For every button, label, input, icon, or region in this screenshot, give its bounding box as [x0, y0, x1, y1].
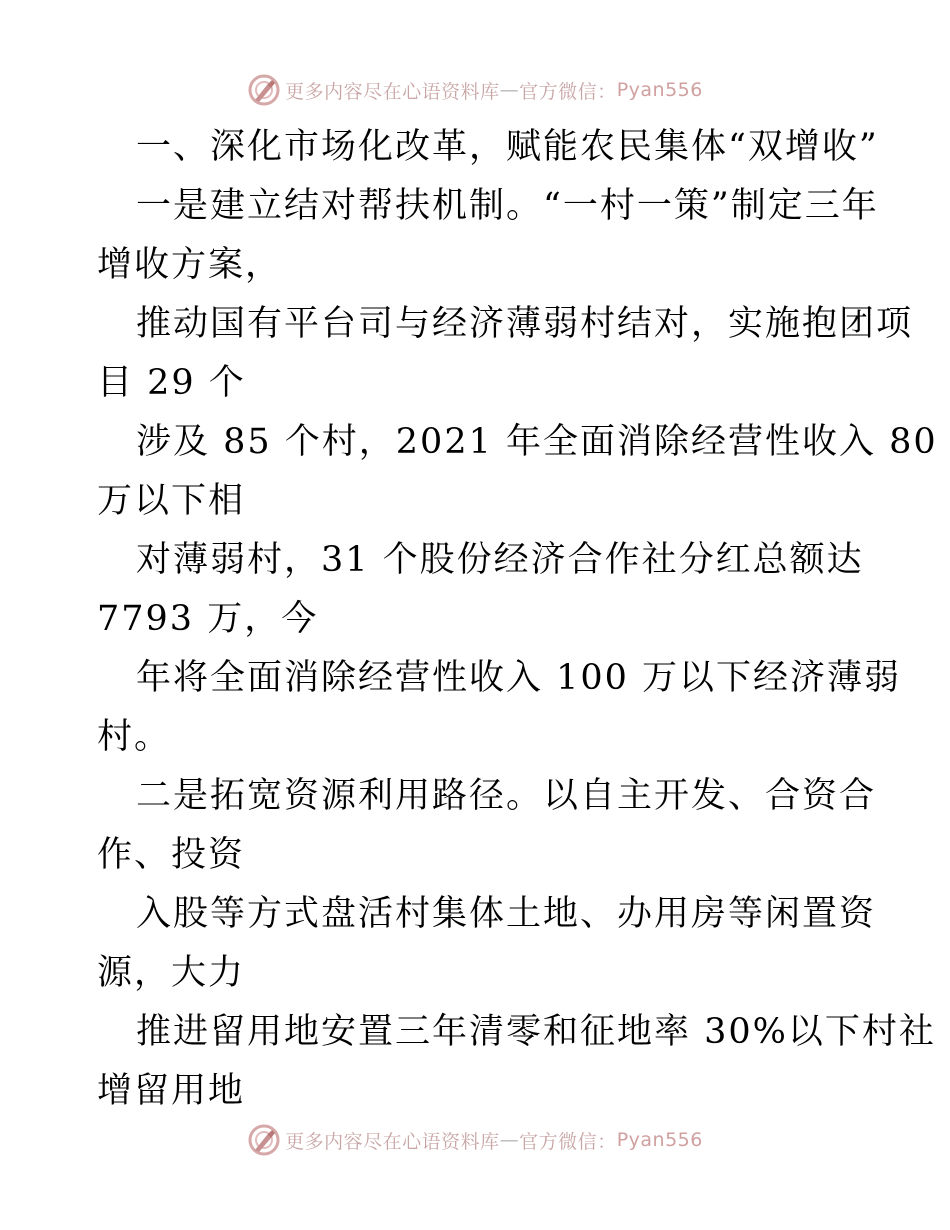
paragraph-line: 一是建立结对帮扶机制。“一村一策”制定三年	[136, 186, 879, 226]
watermark-separator: —	[499, 1129, 520, 1151]
watermark-main-text: 更多内容尽在心语资料库	[285, 80, 500, 103]
paragraph-line: 作、投资	[97, 835, 246, 875]
footer-watermark	[0, 1120, 950, 1160]
header-watermark	[0, 70, 950, 110]
watermark-main-text: 更多内容尽在心语资料库	[285, 1130, 500, 1153]
watermark-label: 官方微信：	[519, 1130, 617, 1153]
paragraph-line: 目 29 个	[97, 363, 246, 403]
paragraph-line: 涉及 85 个村，2021 年全面消除经营性收入 80	[136, 422, 938, 462]
paragraph-line: 二是拓宽资源利用路径。以自主开发、合资合	[136, 776, 877, 816]
circle-pen-logo-icon	[247, 73, 281, 107]
paragraph-line: 增留用地	[97, 1071, 246, 1111]
circle-pen-logo-icon	[247, 1123, 281, 1157]
watermark-label: 官方微信：	[519, 80, 617, 103]
paragraph-line: 推进留用地安置三年清零和征地率 30%以下村社	[136, 1012, 936, 1052]
document-body	[0, 118, 950, 1121]
paragraph-line: 村。	[97, 717, 172, 757]
paragraph-line: 万以下相	[97, 481, 246, 521]
watermark-handle: Pyan556	[616, 79, 703, 101]
paragraph-line: 年将全面消除经营性收入 100 万以下经济薄弱	[136, 658, 902, 698]
watermark-separator: —	[499, 79, 520, 101]
paragraph-line: 7793 万，今	[97, 599, 319, 639]
watermark-handle: Pyan556	[616, 1129, 703, 1151]
paragraph-line: 源，大力	[97, 953, 246, 993]
section-heading: 一、深化市场化改革，赋能农民集体“双增收”	[136, 127, 879, 167]
paragraph-line: 入股等方式盘活村集体土地、办用房等闲置资	[136, 894, 877, 934]
paragraph-line: 增收方案，	[97, 245, 283, 285]
paragraph-line: 对薄弱村，31 个股份经济合作社分红总额达	[136, 540, 864, 580]
paragraph-line: 推动国有平台司与经济薄弱村结对，实施抱团项	[136, 304, 914, 344]
